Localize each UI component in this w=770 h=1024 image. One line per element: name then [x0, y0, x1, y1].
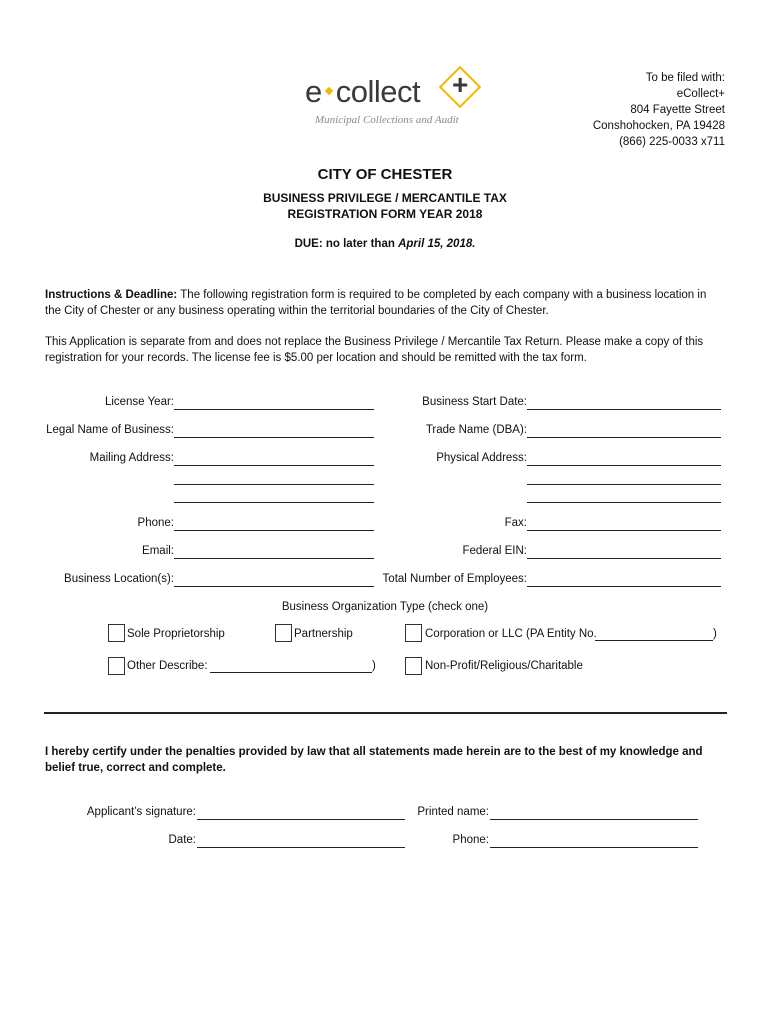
trade-name-field[interactable] [527, 437, 721, 438]
email-field[interactable] [174, 558, 374, 559]
sole-proprietorship-label: Sole Proprietorship [127, 628, 225, 640]
logo-wordmark: e collect [305, 74, 421, 109]
application-note: This Application is separate from and does not replace the Business Privilege / Mercantile Tax Return. Please make a copy of this registration for your records. The license fee is $5.00 per location and should be remitted with the tax form. [45, 336, 704, 364]
corporation-llc-label: Corporation or LLC (PA Entity No. [425, 628, 597, 640]
signature-phone-label: Phone: [452, 834, 489, 846]
instructions-paragraph [45, 287, 725, 319]
total-employees-field[interactable] [527, 586, 721, 587]
filed-with-line: To be filed with: [645, 72, 725, 84]
logo-subtitle: Municipal Collections and Audit [315, 114, 459, 126]
corporation-llc-close: ) [713, 628, 717, 640]
business-locations-field[interactable] [174, 586, 374, 587]
instructions-text: The following registration form is required to be completed by each company with a business location in the City of Chester or any business operating within the territorial boundaries of the City of Chester. [45, 289, 707, 317]
partnership-label: Partnership [294, 628, 353, 640]
form-subtitle-line1: BUSINESS PRIVILEGE / MERCANTILE TAX [263, 191, 507, 205]
instructions-label: Instructions & Deadline: [45, 289, 178, 301]
printed-name-label: Printed name: [417, 806, 489, 818]
certification-statement: I hereby certify under the penalties provided by law that all statements made herein are to the best of my knowledge and belief true, correct and complete. [45, 746, 703, 774]
applicant-signature-label: Applicant’s signature: [86, 806, 196, 818]
other-describe-label: Other Describe: [127, 660, 208, 672]
org-type-heading: Business Organization Type (check one) [281, 601, 489, 613]
federal-ein-label: Federal EIN: [462, 545, 527, 557]
physical-address-field-3[interactable] [527, 502, 721, 503]
phone-label: Phone: [137, 517, 174, 529]
legal-name-label: Legal Name of Business: [46, 424, 174, 436]
page-title: CITY OF CHESTER [317, 166, 453, 183]
business-locations-label: Business Location(s): [64, 573, 174, 585]
mailing-address-field-3[interactable] [174, 502, 374, 503]
form-subtitle-line2: REGISTRATION FORM YEAR 2018 [287, 207, 483, 221]
due-date-value: April 15, 2018. [398, 238, 476, 250]
trade-name-label: Trade Name (DBA): [425, 424, 527, 436]
logo-diamond-icon [325, 87, 333, 95]
fax-label: Fax: [504, 517, 527, 529]
nonprofit-checkbox[interactable] [405, 657, 422, 675]
logo-plus-icon: + [452, 69, 469, 100]
license-year-label: License Year: [104, 396, 174, 408]
date-label: Date: [168, 834, 196, 846]
fax-field[interactable] [527, 530, 721, 531]
physical-address-label: Physical Address: [436, 452, 527, 464]
date-field[interactable] [197, 847, 405, 848]
physical-address-field-2[interactable] [527, 484, 721, 485]
ecollect-logo [305, 70, 485, 132]
nonprofit-label: Non-Profit/Religious/Charitable [425, 660, 583, 672]
phone-field[interactable] [174, 530, 374, 531]
sole-proprietorship-checkbox[interactable] [108, 624, 125, 642]
filed-with-address [593, 70, 725, 150]
physical-address-field-1[interactable] [527, 465, 721, 466]
signature-phone-field[interactable] [490, 847, 698, 848]
filed-with-line: (866) 225-0033 x711 [619, 136, 725, 148]
form-subtitle [0, 190, 770, 222]
federal-ein-field[interactable] [527, 558, 721, 559]
partnership-checkbox[interactable] [275, 624, 292, 642]
filed-with-line: Conshohocken, PA 19428 [592, 120, 725, 132]
other-describe-field[interactable] [210, 672, 372, 673]
mailing-address-label: Mailing Address: [89, 452, 174, 464]
business-start-date-field[interactable] [527, 409, 721, 410]
pa-entity-number-field[interactable] [595, 640, 713, 641]
legal-name-field[interactable] [174, 437, 374, 438]
section-divider [44, 712, 727, 714]
license-year-field[interactable] [174, 409, 374, 410]
filed-with-line: eCollect+ [676, 88, 725, 100]
filed-with-line: 804 Fayette Street [630, 104, 725, 116]
corporation-llc-checkbox[interactable] [405, 624, 422, 642]
mailing-address-field-2[interactable] [174, 484, 374, 485]
business-start-date-label: Business Start Date: [422, 396, 527, 408]
other-describe-checkbox[interactable] [108, 657, 125, 675]
due-date: DUE: no later than April 15, 2018. [294, 238, 476, 250]
email-label: Email: [142, 545, 174, 557]
printed-name-field[interactable] [490, 819, 698, 820]
total-employees-label: Total Number of Employees: [382, 573, 527, 585]
mailing-address-field-1[interactable] [174, 465, 374, 466]
applicant-signature-field[interactable] [197, 819, 405, 820]
other-describe-close: ) [372, 660, 376, 672]
